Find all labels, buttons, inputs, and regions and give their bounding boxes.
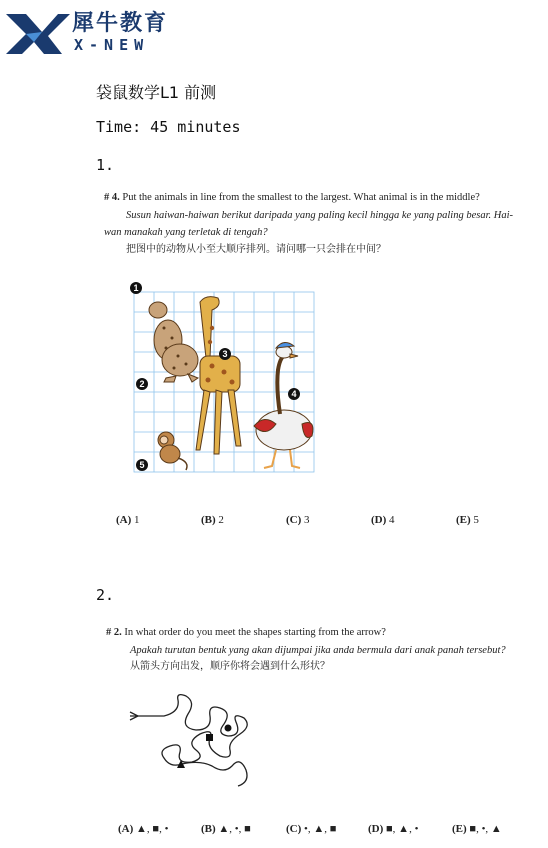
- dot-icon: [225, 725, 232, 732]
- question-2-english-text: In what order do you meet the shapes starting from the arrow?: [124, 627, 386, 638]
- q1-choice-b[interactable]: (B) 2: [201, 514, 224, 526]
- question-2-number: 2.: [96, 586, 115, 604]
- document-title: 袋鼠数学L1 前测: [96, 83, 217, 102]
- figure-label-4: 4: [291, 389, 297, 399]
- tangled-path-figure: [120, 690, 260, 790]
- q1-choice-d[interactable]: (D) 4: [371, 514, 395, 526]
- q1-choice-c[interactable]: (C) 3: [286, 514, 310, 526]
- q2-choice-b[interactable]: (B) ▲, •, ■: [201, 823, 251, 835]
- q1-choice-a[interactable]: (A) 1: [116, 514, 140, 526]
- q2-choice-a[interactable]: (A) ▲, ■, •: [118, 823, 169, 835]
- question-1-english: [104, 190, 480, 206]
- animals-grid-figure: [126, 278, 321, 478]
- logo-chinese-name: 犀牛教育: [72, 11, 169, 36]
- question-2-english: [106, 625, 386, 641]
- question-1-chinese: 把图中的动物从小至大顺序排列。请问哪一只会排在中间？: [126, 244, 386, 255]
- question-1-tag: # 4.: [104, 192, 120, 203]
- figure-label-2: 2: [139, 379, 145, 389]
- figure-label-5: 5: [139, 460, 145, 470]
- logo-english-name: X-NEW: [74, 36, 150, 54]
- q2-choice-e[interactable]: (E) ■, •, ▲: [452, 823, 502, 835]
- question-1-english-text: Put the animals in line from the smallest to the largest. What animal is in the middle?: [122, 192, 480, 203]
- figure-label-1: 1: [133, 283, 139, 293]
- q2-choice-c[interactable]: (C) •, ▲, ■: [286, 823, 337, 835]
- question-1-malay-line2: wan manakah yang terletak di tengah?: [104, 227, 268, 238]
- time-limit: Time: 45 minutes: [96, 118, 241, 136]
- figure-label-3: 3: [222, 349, 228, 359]
- q1-choice-e[interactable]: (E) 5: [456, 514, 479, 526]
- square-icon: [206, 734, 213, 741]
- monkey-drawing: [158, 432, 187, 470]
- question-2-tag: # 2.: [106, 627, 122, 638]
- question-2-malay: Apakah turutan bentuk yang akan dijumpai jika anda bermula dari anak panah tersebut?: [130, 645, 506, 656]
- question-1-malay-line1: Susun haiwan-haiwan berikut daripada yang paling kecil hingga ke yang paling besar. Hai-: [126, 210, 514, 221]
- leopard-drawing: [149, 302, 198, 382]
- tangled-path: [130, 695, 247, 786]
- ostrich-drawing: [254, 342, 313, 468]
- question-2-chinese: 从箭头方向出发，顺序你将会遇到什么形状？: [130, 661, 330, 672]
- question-1-number: 1.: [96, 156, 115, 174]
- q2-choice-d[interactable]: (D) ■, ▲, •: [368, 823, 419, 835]
